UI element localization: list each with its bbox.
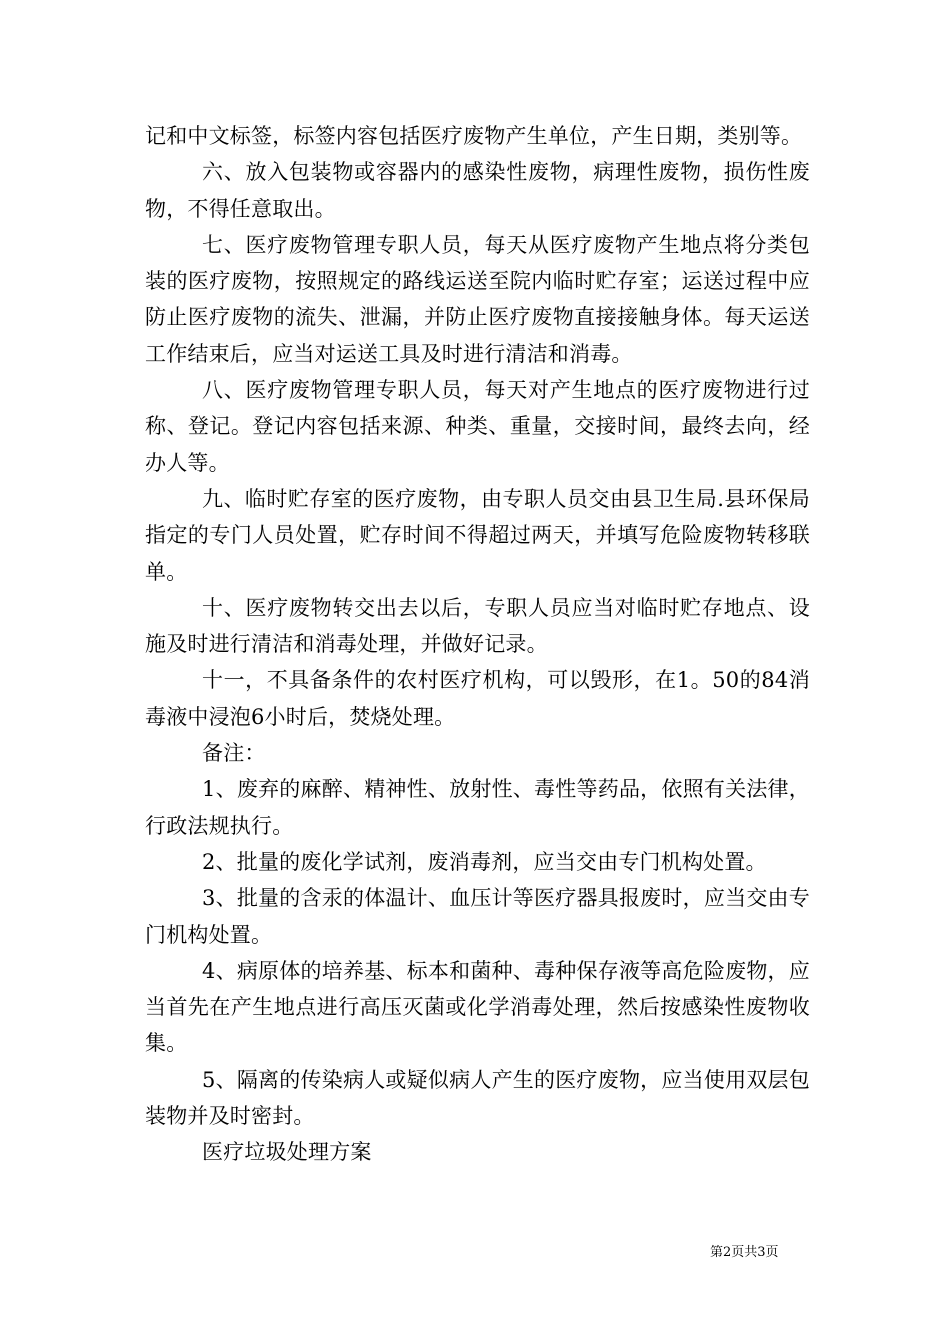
paragraph-item-7: 七、医疗废物管理专职人员，每天从医疗废物产生地点将分类包装的医疗废物，按照规定的路线运送至院内临时贮存室；运送过程中应防止医疗废物的流失、泄漏，并防止医疗废物直接接触身体。每天运送工作结束后，应当对运送工具及时进行清洁和消毒。 [145,232,810,366]
section-title: 医疗垃圾处理方案 [202,1140,372,1165]
paragraph-continuation: 记和中文标签，标签内容包括医疗废物产生单位，产生日期，类别等。 [145,124,803,148]
paragraph-item-6: 六、放入包装物或容器内的感染性废物，病理性废物，损伤性废物，不得任意取出。 [145,160,810,221]
notes-heading: 备注： [202,741,266,766]
document-body [145,118,810,1171]
note-item-3: 3、批量的含汞的体温计、血压计等医疗器具报废时，应当交由专门机构处置。 [145,886,810,947]
paragraph-item-10: 十、医疗废物转交出去以后，专职人员应当对临时贮存地点、设施及时进行清洁和消毒处理，并做好记录。 [145,595,810,657]
note-item-1: 1、废弃的麻醉、精神性、放射性、毒性等药品，依照有关法律，行政法规执行。 [145,777,810,838]
note-item-5: 5、隔离的传染病人或疑似病人产生的医疗废物，应当使用双层包装物并及时密封。 [145,1067,810,1129]
page-number: 第2页共3页 [710,1245,779,1260]
note-item-2: 2、批量的废化学试剂，废消毒剂，应当交由专门机构处置。 [202,849,767,874]
paragraph-item-11: 十一，不具备条件的农村医疗机构，可以毁形，在1。50的84消毒液中浸泡6小时后，焚烧处理。 [145,668,810,729]
paragraph-item-9: 九、临时贮存室的医疗废物，由专职人员交由县卫生局.县环保局指定的专门人员处置，贮存时间不得超过两天，并填写危险废物转移联单。 [145,486,810,584]
paragraph-item-8: 八、医疗废物管理专职人员，每天对产生地点的医疗废物进行过称、登记。登记内容包括来源、种类、重量，交接时间，最终去向，经办人等。 [145,378,810,475]
note-item-4: 4、病原体的培养基、标本和菌种、毒种保存液等高危险废物，应当首先在产生地点进行高压灭菌或化学消毒处理，然后按感染性废物收集。 [145,958,810,1056]
